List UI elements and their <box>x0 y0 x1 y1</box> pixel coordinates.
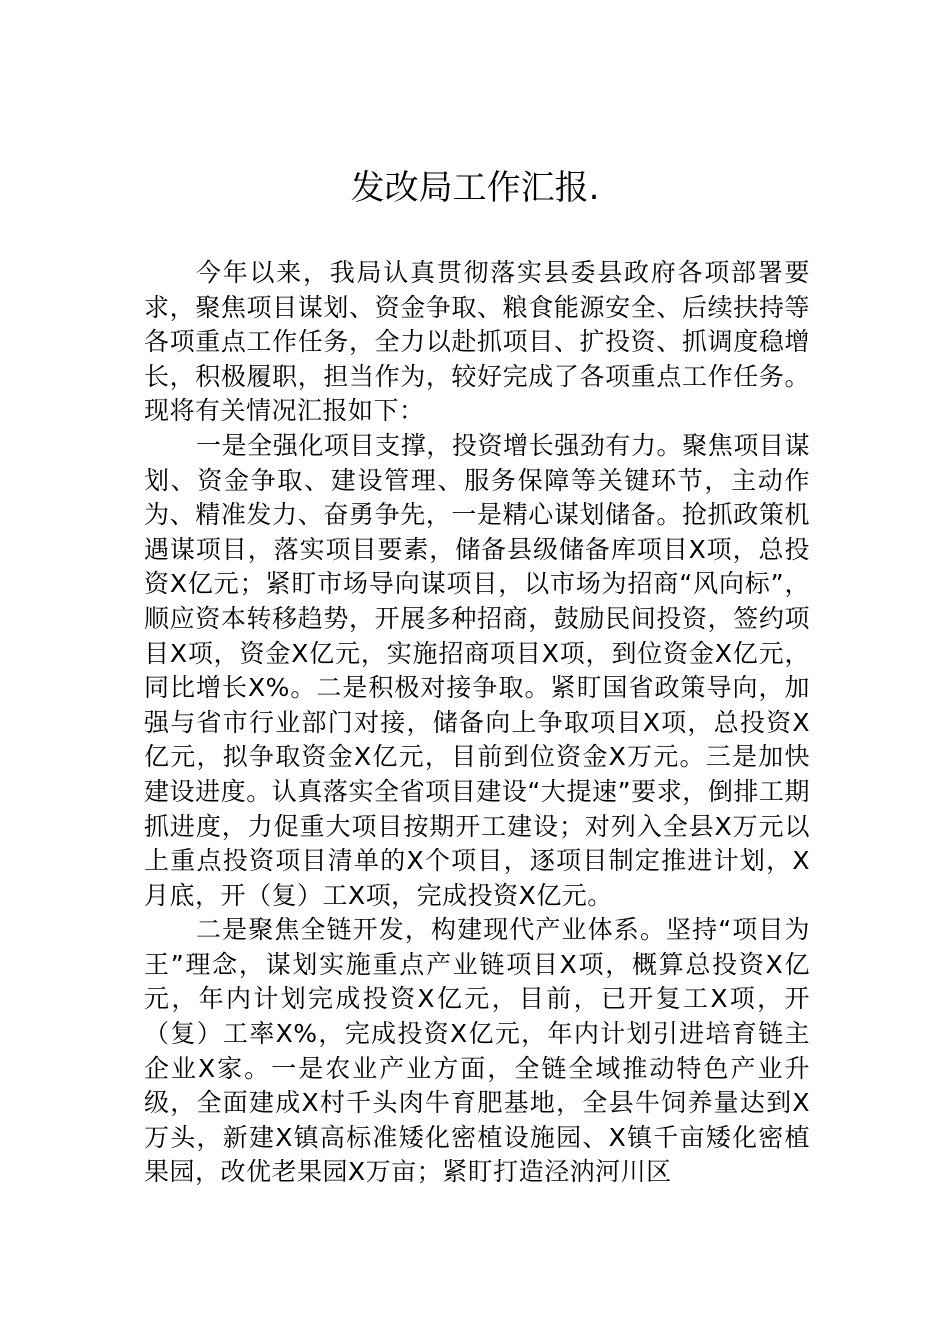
intro-paragraph: 今年以来，我局认真贯彻落实县委县政府各项部署要求，聚焦项目谋划、资金争取、粮食能源安全、后续扶持等各项重点工作任务，全力以赴抓项目、扩投资、抓调度稳增长，积极履职，担当作为，较好完成了各项重点工作任务。现将有关情况汇报如下： <box>144 258 810 426</box>
document-title: 发改局工作汇报. <box>350 168 600 208</box>
section-two-paragraph: 二是聚焦全链开发，构建现代产业体系。坚持“项目为王”理念，谋划实施重点产业链项目X项，概算总投资X亿元，年内计划完成投资X亿元，目前，已开复工X项，开（复）工率X%，完成投资X亿元，年内计划引进培育链主企业X家。一是农业产业方面，全链全域推动特色产业升级，全面建成X村千头肉牛育肥基地，全县牛饲养量达到X万头，新建X镇高标准矮化密植设施园、X镇千亩矮化密植果园，改优老果园X万亩；紧盯打造泾汭河川区 <box>144 915 810 1187</box>
document-body <box>144 256 810 1190</box>
section-one-paragraph: 一是全强化项目支撑，投资增长强劲有力。聚焦项目谋划、资金争取、建设管理、服务保障等关键环节，主动作为、精准发力、奋勇争先，一是精心谋划储备。抢抓政策机遇谋项目，落实项目要素，储备县级储备库项目X项，总投资X亿元；紧盯市场导向谋项目，以市场为招商“风向标”，顺应资本转移趋势，开展多种招商，鼓励民间投资，签约项目X项，资金X亿元，实施招商项目X项，到位资金X亿元，同比增长X%。二是积极对接争取。紧盯国省政策导向，加强与省市行业部门对接，储备向上争取项目X项，总投资X亿元，拟争取资金X亿元，目前到位资金X万元。三是加快建设进度。认真落实全省项目建设“大提速”要求，倒排工期抓进度，力促重大项目按期开工建设；对列入全县X万元以上重点投资项目清单的X个项目，逐项目制定推进计划，X月底，开（复）工X项，完成投资X亿元。 <box>144 430 810 910</box>
